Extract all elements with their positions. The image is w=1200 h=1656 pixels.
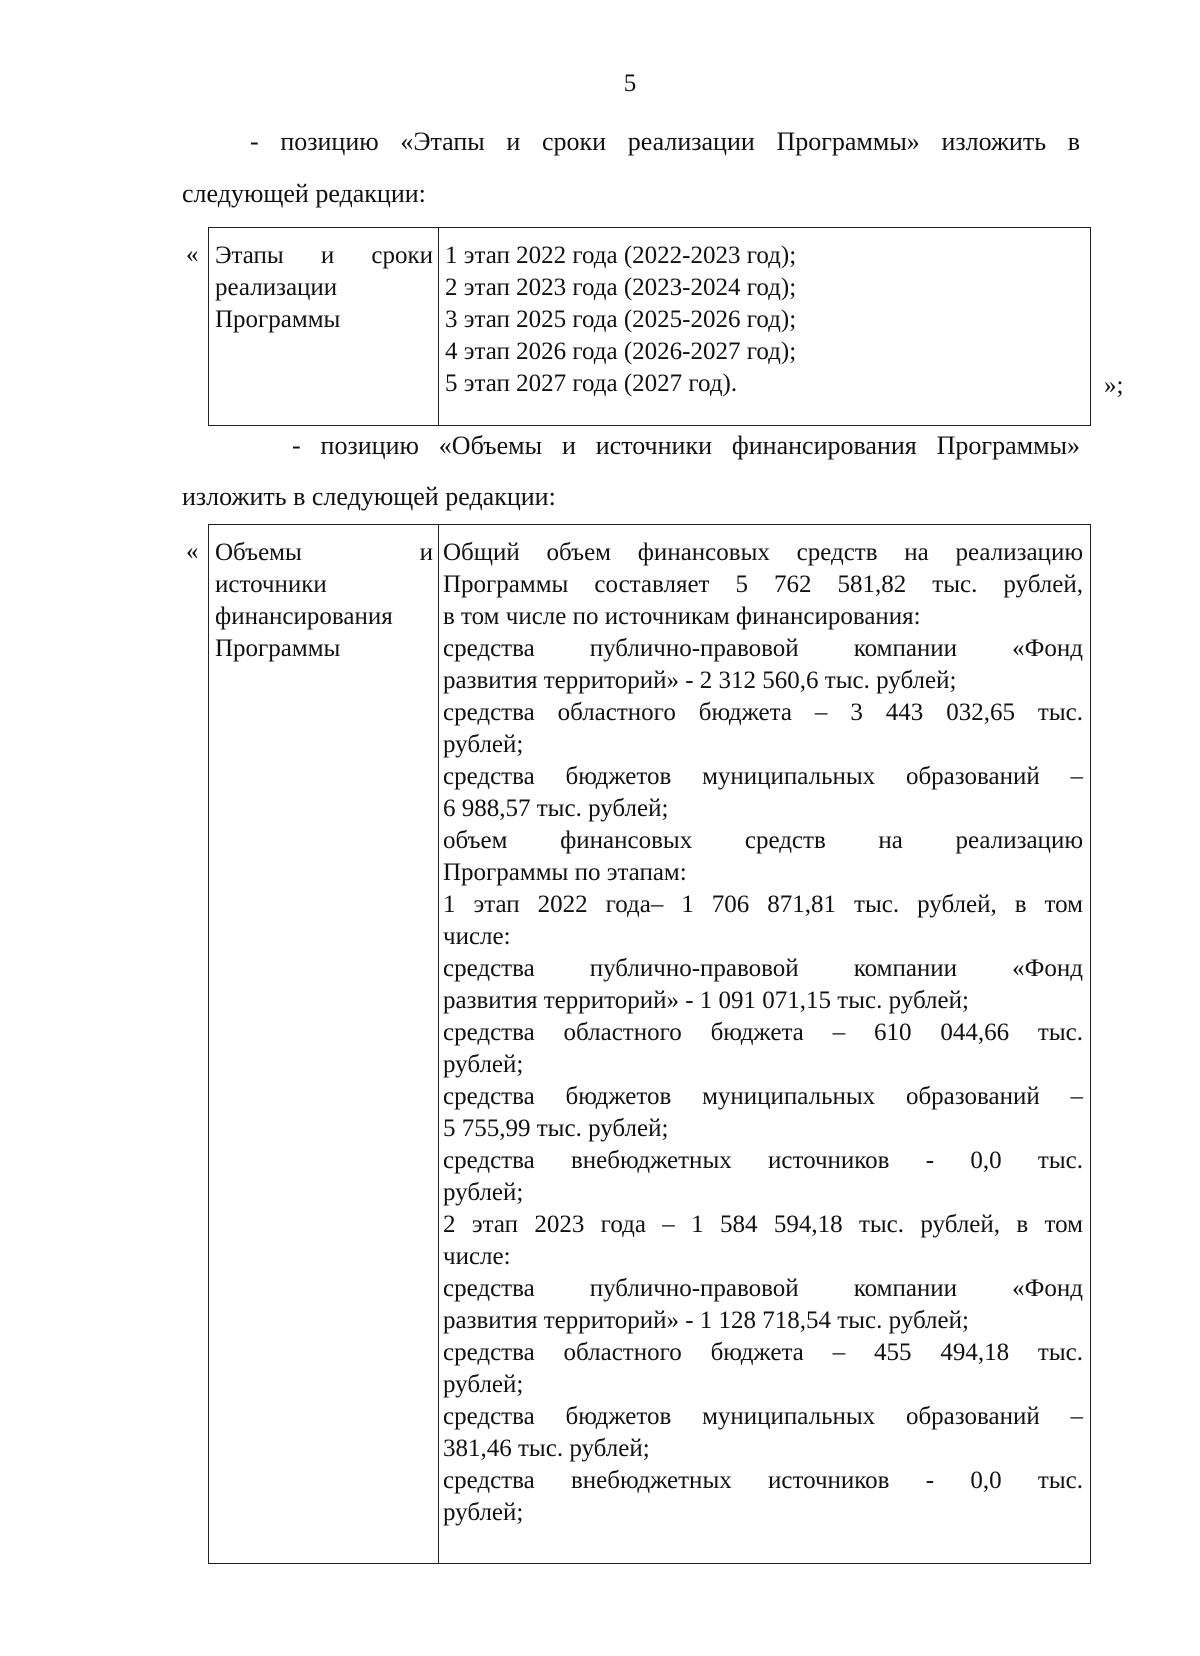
table-2-text-line: числе:: [443, 1243, 511, 1270]
table-2-text-line: рублей;: [443, 731, 524, 758]
table-1-left-line: Этапы и сроки: [215, 242, 433, 269]
table-1-stage-line: 1 этап 2022 года (2022-2023 год);: [445, 242, 797, 269]
paragraph-1-line-1: - позицию «Этапы и сроки реализации Программы» изложить в: [250, 127, 1080, 156]
paragraph-1-line-2: следующей редакции:: [182, 179, 426, 208]
table-2-text-line: средства публично-правовой компании «Фонд: [443, 1275, 1083, 1302]
table-1-left-line: Программы: [215, 306, 341, 333]
table-2-open-quote: «: [186, 538, 199, 565]
table-2-text-line: рублей;: [443, 1179, 524, 1206]
table-2-text-line: 5 755,99 тыс. рублей;: [443, 1115, 669, 1142]
table-2-text-line: развития территорий» - 2 312 560,6 тыс. рублей;: [443, 667, 957, 694]
table-2-text-line: 381,46 тыс. рублей;: [443, 1435, 650, 1462]
table-2-text-line: средства бюджетов муниципальных образований –: [443, 763, 1083, 790]
table-1-stage-line: 2 этап 2023 года (2023-2024 год);: [445, 274, 797, 301]
table-1-divider: [438, 228, 439, 425]
table-1-stage-line: 3 этап 2025 года (2025-2026 год);: [445, 306, 797, 333]
table-1-open-quote: «: [186, 241, 199, 268]
table-2-text-line: Программы составляет 5 762 581,82 тыс. рублей,: [443, 571, 1083, 598]
table-1-stage-line: 5 этап 2027 года (2027 год).: [445, 370, 738, 397]
table-2-text-line: средства областного бюджета – 455 494,18 тыс.: [443, 1339, 1083, 1366]
table-2-text-line: 6 988,57 тыс. рублей;: [443, 795, 669, 822]
table-2-text-line: средства публично-правовой компании «Фонд: [443, 635, 1083, 662]
table-2-divider: [438, 525, 439, 1563]
table-2-text-line: средства публично-правовой компании «Фонд: [443, 955, 1083, 982]
table-2-text-line: рублей;: [443, 1051, 524, 1078]
table-2-text-line: Программы по этапам:: [443, 859, 687, 886]
paragraph-2-line-1: - позицию «Объемы и источники финансирования Программы»: [292, 431, 1080, 460]
table-1-right-cell: [445, 240, 1075, 400]
table-2-text-line: Общий объем финансовых средств на реализацию: [443, 539, 1083, 566]
table-2-text-line: средства областного бюджета – 3 443 032,65 тыс.: [443, 699, 1083, 726]
table-1-close-quote: »;: [1104, 372, 1124, 399]
page-number: 5: [623, 70, 637, 97]
table-2-text-line: 2 этап 2023 года – 1 584 594,18 тыс. рублей, в том: [443, 1211, 1083, 1238]
table-1-left-line: реализации: [215, 274, 338, 301]
table-2-text-line: объем финансовых средств на реализацию: [443, 827, 1083, 854]
table-2-text-line: развития территорий» - 1 128 718,54 тыс. рублей;: [443, 1307, 969, 1334]
table-2-text-line: в том числе по источникам финансирования:: [443, 603, 921, 630]
table-2-left-cell: [215, 537, 433, 665]
table-2-left-line: Объемы и: [215, 539, 433, 566]
table-2-text-line: средства бюджетов муниципальных образований –: [443, 1083, 1083, 1110]
table-2-left-line: финансирования: [215, 603, 393, 630]
table-2-right-cell: [443, 537, 1083, 1529]
paragraph-2-line-2: изложить в следующей редакции:: [182, 482, 556, 511]
table-2-text-line: средства бюджетов муниципальных образований –: [443, 1403, 1083, 1430]
table-2-text-line: 1 этап 2022 года– 1 706 871,81 тыс. рублей, в том: [443, 891, 1083, 918]
table-2-text-line: рублей;: [443, 1371, 524, 1398]
table-2-text-line: развития территорий» - 1 091 071,15 тыс. рублей;: [443, 987, 969, 1014]
table-2-text-line: рублей;: [443, 1499, 524, 1526]
table-2-text-line: средства областного бюджета – 610 044,66 тыс.: [443, 1019, 1083, 1046]
table-1-stage-line: 4 этап 2026 года (2026-2027 год);: [445, 338, 797, 365]
table-1-left-cell: [215, 240, 433, 336]
table-2-left-line: Программы: [215, 635, 341, 662]
table-2-text-line: средства внебюджетных источников - 0,0 тыс.: [443, 1467, 1083, 1494]
table-2-text-line: числе:: [443, 923, 511, 950]
table-2-left-line: источники: [215, 571, 327, 598]
table-2-text-line: средства внебюджетных источников - 0,0 тыс.: [443, 1147, 1083, 1174]
